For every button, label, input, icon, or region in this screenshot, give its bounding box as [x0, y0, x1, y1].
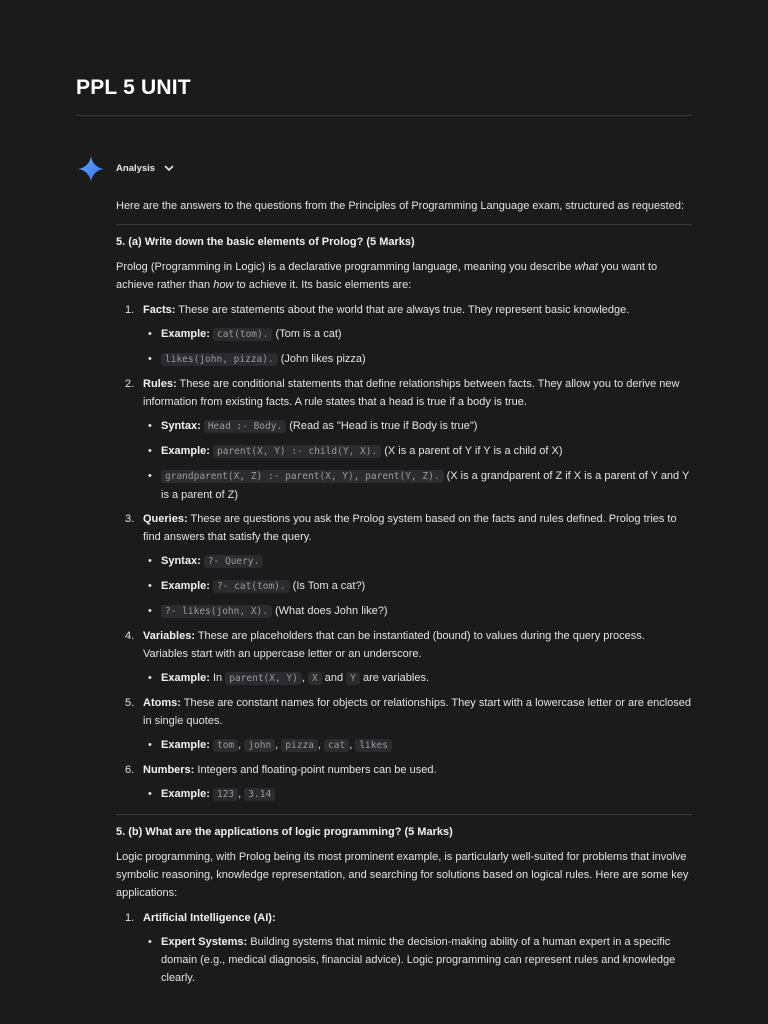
question-5b-paragraph: Logic programming, with Prolog being its most prominent example, is particularly well-suited for problems that involve symbolic reasoning, knowledge representation, and searching for solutions based on logical rules. Here are some key applications: [116, 851, 689, 899]
list-item: • Example: cat(tom). (Tom is a cat) [143, 325, 692, 344]
question-5a-paragraph: Prolog (Programming in Logic) is a declarative programming language, meaning you describe what you want to achieve rather than how to achieve it. Its basic elements are: [116, 261, 658, 291]
list-item: • Syntax: ?- Query. [143, 552, 692, 571]
list-item: 2. Rules: These are conditional statements that define relationships between facts. They allow you to derive new information from existing facts. A rule states that a head is true if a body is true. • Syntax: Head :- Body. (Read as "Head is true if Body is true") • Example: parent(X, Y) :- child(Y, X). (X is a parent of Y if Y is a child of X) • grandparent(X, Z) :- parent(X, Y), parent(Y, Z). (X is a grandparent of Z if X is a parent of Y and Y is a parent of Z) [116, 375, 692, 504]
section-divider [116, 224, 692, 225]
list-item: 1. Facts: These are statements about the world that are always true. They represent basic knowledge. • Example: cat(tom). (Tom is a cat) • likes(john, pizza). (John likes pizza) [116, 301, 692, 369]
list-item: 5. Atoms: These are constant names for objects or relationships. They start with a lowercase letter or are enclosed in single quotes. • Example: tom , john , pizza , cat , likes [116, 694, 692, 755]
list-item: • Syntax: Head :- Body. (Read as "Head is true if Body is true") [143, 417, 692, 436]
list-item: • Example: parent(X, Y) :- child(Y, X). (X is a parent of Y if Y is a child of X) [143, 442, 692, 461]
list-item: 4. Variables: These are placeholders that can be instantiated (bound) to values during the query process. Variables start with an uppercase letter or an underscore. • Example: In parent(X, Y) , X and Y are variables. [116, 627, 692, 688]
list-item: • Example: ?- cat(tom). (Is Tom a cat?) [143, 577, 692, 596]
list-item: 6. Numbers: Integers and floating-point numbers can be used. • Example: 123 , 3.14 [116, 761, 692, 804]
response-content [116, 197, 692, 993]
page-title: PPL 5 UNIT [76, 76, 191, 99]
title-divider [76, 115, 692, 116]
analysis-toggle[interactable] [116, 162, 175, 174]
prolog-elements-list [116, 301, 692, 804]
list-item: • Example: In parent(X, Y) , X and Y are variables. [143, 669, 692, 688]
list-item: • Expert Systems: Building systems that mimic the decision-making ability of a human expert in a specific domain (e.g., medical diagnosis, financial advice). Logic programming can represent rules and knowledge clearly. [143, 933, 692, 987]
list-item: • likes(john, pizza). (John likes pizza) [143, 350, 692, 369]
list-item: 1. Artificial Intelligence (AI): • Expert Systems: Building systems that mimic the decision-making ability of a human expert in a specific domain (e.g., medical diagnosis, financial advice). Logic programming can represent rules and knowledge clearly. [116, 909, 692, 987]
list-item: • ?- likes(john, X). (What does John like?) [143, 602, 692, 621]
list-item: • Example: 123 , 3.14 [143, 785, 692, 804]
applications-list [116, 909, 692, 987]
chevron-down-icon [163, 162, 175, 174]
analysis-label: Analysis [116, 162, 156, 174]
intro-text: Here are the answers to the questions from the Principles of Programming Language exam, structured as requested: [116, 200, 685, 212]
question-5b-heading: 5. (b) What are the applications of logic programming? (5 Marks) [116, 826, 453, 838]
gemini-star-icon [78, 156, 104, 182]
section-divider [116, 814, 692, 815]
list-item: • Example: tom , john , pizza , cat , likes [143, 736, 692, 755]
question-5a-heading: 5. (a) Write down the basic elements of Prolog? (5 Marks) [116, 236, 415, 248]
list-item: 3. Queries: These are questions you ask the Prolog system based on the facts and rules defined. Prolog tries to find answers that satisfy the query. • Syntax: ?- Query. • Example: ?- cat(tom). (Is Tom a cat?) • ?- likes(john, X). (What does John like?) [116, 510, 692, 621]
list-item: • grandparent(X, Z) :- parent(X, Y), parent(Y, Z). (X is a grandparent of Z if X is a parent of Y and Y is a parent of Z) [143, 467, 692, 504]
